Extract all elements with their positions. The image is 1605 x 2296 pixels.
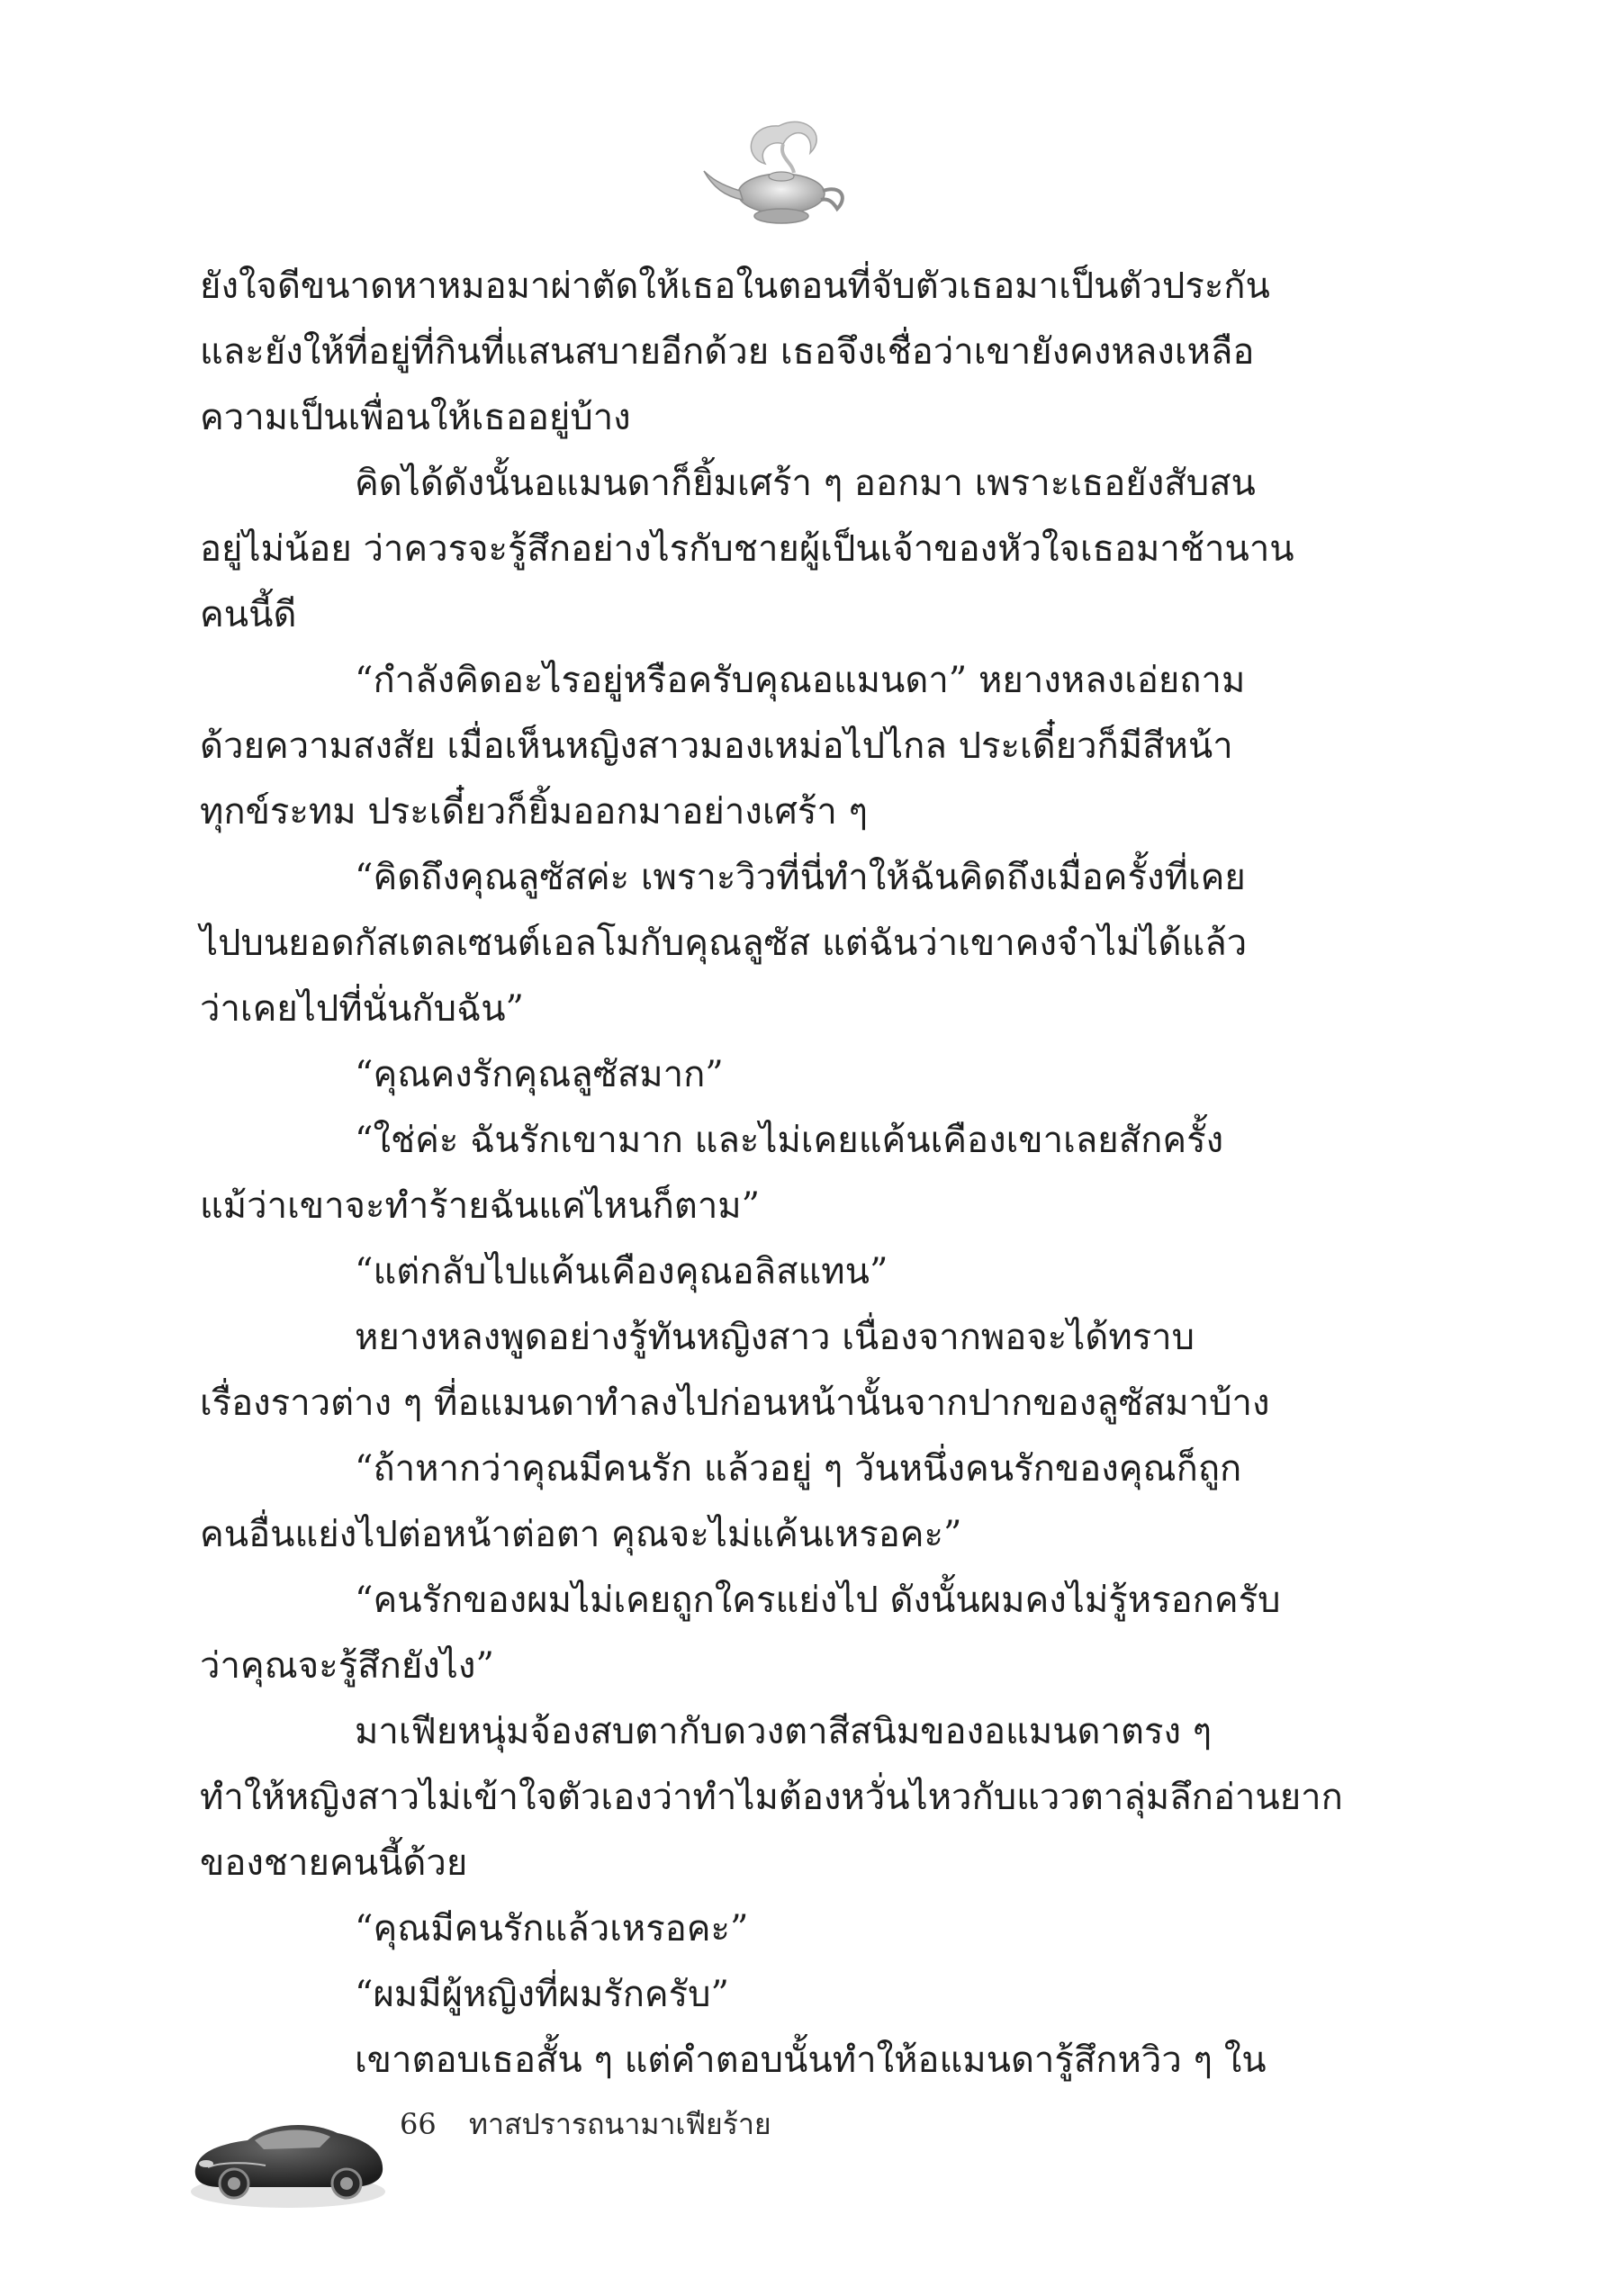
text-line: “ใช่ค่ะ ฉันรักเขามาก และไม่เคยแค้นเคืองเขาเลยสักครั้ง: [355, 1120, 1224, 1161]
text-line: ทุกข์ระทม ประเดี๋ยวก็ยิ้มออกมาอย่างเศร้า ๆ: [200, 791, 869, 833]
page-number: 66: [400, 2107, 437, 2141]
text-line: ว่าเคยไปที่นั่นกับฉัน”: [200, 988, 524, 1030]
text-line: “ถ้าหากว่าคุณมีคนรัก แล้วอยู่ ๆ วันหนึ่งคนรักของคุณก็ถูก: [355, 1448, 1242, 1490]
text-line: แม้ว่าเขาจะทำร้ายฉันแค่ไหนก็ตาม”: [200, 1185, 761, 1227]
text-line: “คุณมีคนรักแล้วเหรอคะ”: [355, 1908, 749, 1949]
text-line: คิดได้ดังนั้นอแมนดาก็ยิ้มเศร้า ๆ ออกมา เพราะเธอยังสับสน: [355, 463, 1256, 504]
text-line: “ผมมีผู้หญิงที่ผมรักครับ”: [355, 1974, 729, 2015]
text-line: ไปบนยอดกัสเตลเซนต์เอลโมกับคุณลูซัส แต่ฉันว่าเขาคงจำไม่ได้แล้ว: [200, 923, 1248, 964]
page-footer: [400, 2106, 771, 2142]
text-line: คนอื่นแย่งไปต่อหน้าต่อตา คุณจะไม่แค้นเหรอคะ”: [200, 1514, 962, 1555]
sports-car-ornament: [185, 2097, 392, 2214]
text-line: “คิดถึงคุณลูซัสค่ะ เพราะวิวที่นี่ทำให้ฉันคิดถึงเมื่อครั้งที่เคย: [355, 857, 1246, 898]
text-line: อยู่ไม่น้อย ว่าควรจะรู้สึกอย่างไรกับชายผู้เป็นเจ้าของหัวใจเธอมาช้านาน: [200, 528, 1294, 570]
text-line: ทำให้หญิงสาวไม่เข้าใจตัวเองว่าทำไมต้องหวั่นไหวกับแววตาลุ่มลึกอ่านยาก: [200, 1777, 1343, 1818]
text-line: เรื่องราวต่าง ๆ ที่อแมนดาทำลงไปก่อนหน้านั้นจากปากของลูซัสมาบ้าง: [200, 1382, 1270, 1424]
book-title: ทาสปรารถนามาเฟียร้าย: [468, 2107, 771, 2141]
text-line: ยังใจดีขนาดหาหมอมาผ่าตัดให้เธอในตอนที่จับตัวเธอมาเป็นตัวประกัน: [200, 266, 1270, 307]
text-line: คนนี้ดี: [200, 594, 297, 635]
text-line: ว่าคุณจะรู้สึกยังไง”: [200, 1645, 494, 1687]
text-line: “คนรักของผมไม่เคยถูกใครแย่งไป ดังนั้นผมคงไม่รู้หรอกครับ: [355, 1580, 1281, 1621]
chapter-body-text: [200, 254, 1343, 2093]
text-line: มาเฟียหนุ่มจ้องสบตากับดวงตาสีสนิมของอแมนดาตรง ๆ: [355, 1711, 1213, 1752]
text-line: และยังให้ที่อยู่ที่กินที่แสนสบายอีกด้วย เธอจึงเชื่อว่าเขายังคงหลงเหลือ: [200, 331, 1255, 373]
text-line: หยางหลงพูดอย่างรู้ทันหญิงสาว เนื่องจากพอจะได้ทราบ: [355, 1317, 1195, 1358]
text-line: ความเป็นเพื่อนให้เธออยู่บ้าง: [200, 397, 631, 438]
text-line: ของชายคนนี้ด้วย: [200, 1842, 468, 1884]
text-line: “แต่กลับไปแค้นเคืองคุณอลิสแทน”: [355, 1251, 888, 1292]
magic-lamp-ornament: [693, 108, 873, 252]
text-line: “คุณคงรักคุณลูซัสมาก”: [355, 1054, 724, 1095]
text-line: เขาตอบเธอสั้น ๆ แต่คำตอบนั้นทำให้อแมนดารู้สึกหวิว ๆ ใน: [355, 2039, 1267, 2081]
text-line: “กำลังคิดอะไรอยู่หรือครับคุณอแมนดา” หยางหลงเอ่ยถาม: [355, 660, 1246, 701]
text-line: ด้วยความสงสัย เมื่อเห็นหญิงสาวมองเหม่อไปไกล ประเดี๋ยวก็มีสีหน้า: [200, 725, 1233, 767]
